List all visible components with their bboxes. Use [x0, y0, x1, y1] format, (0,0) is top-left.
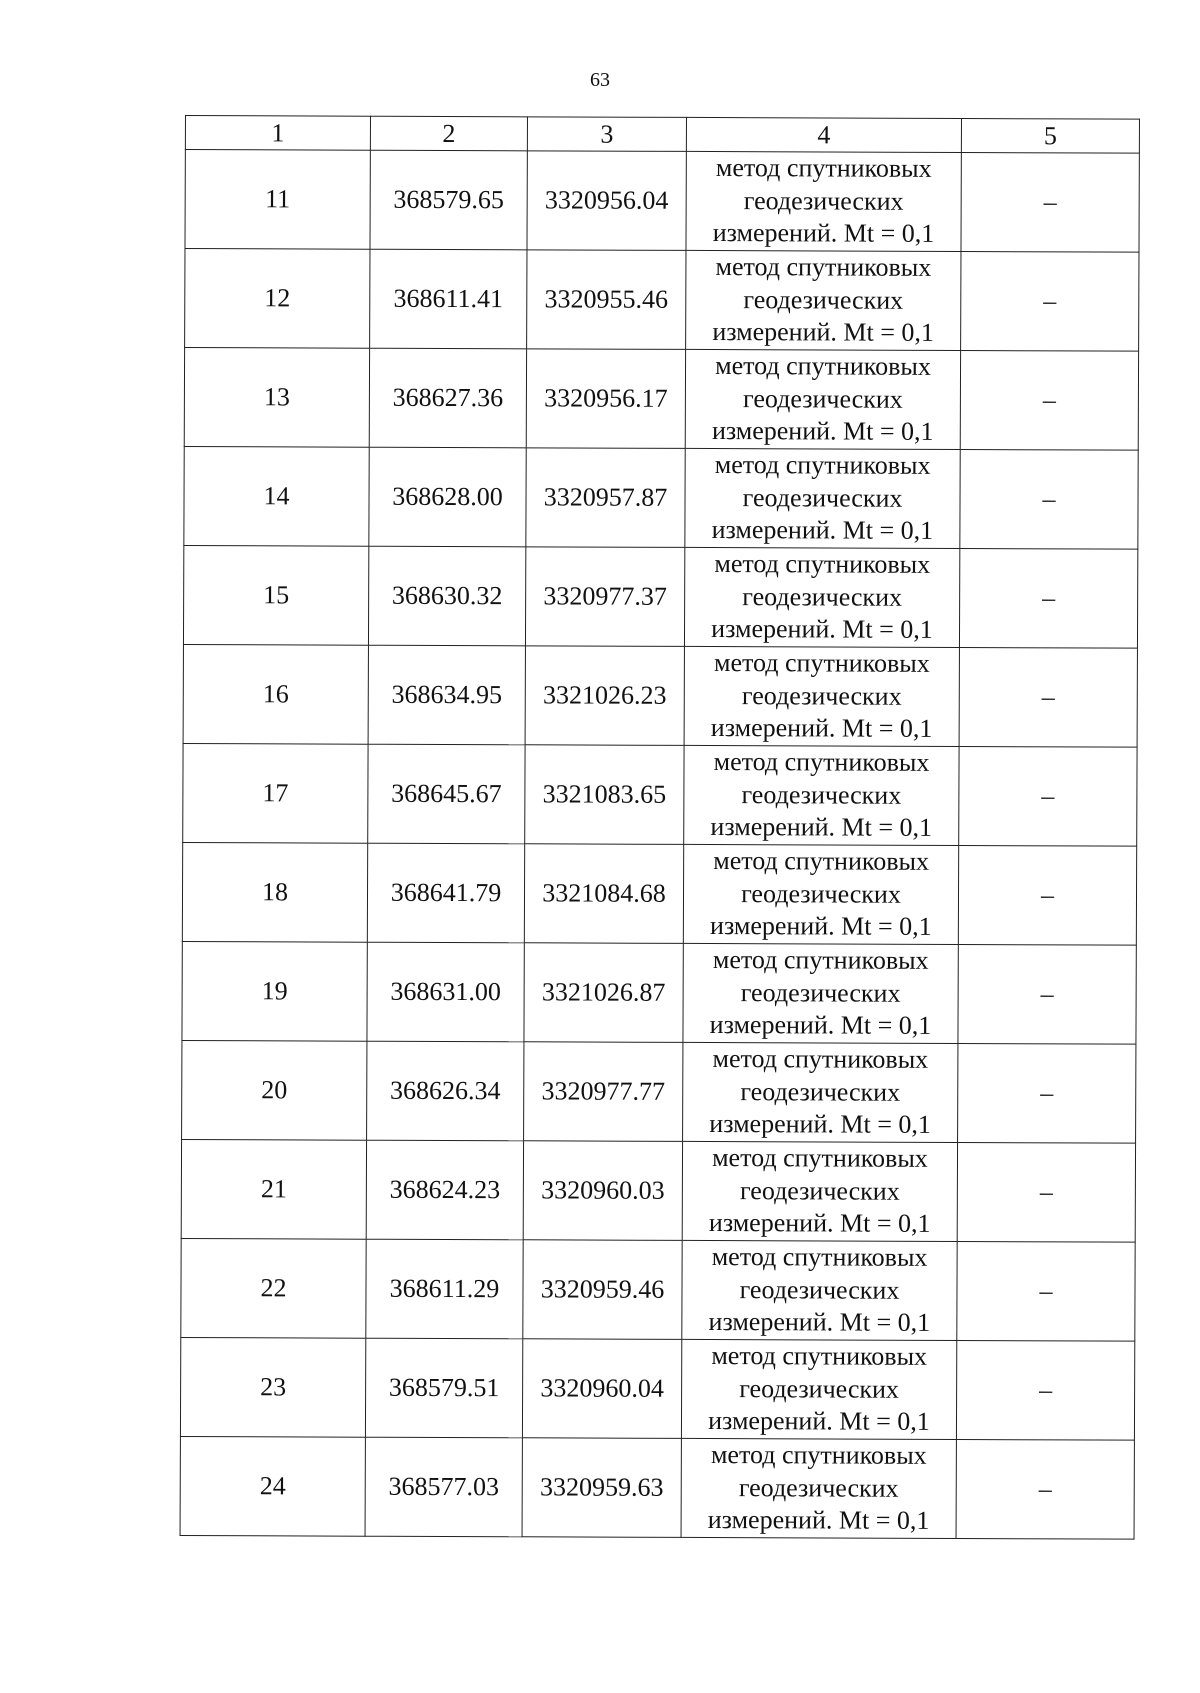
method-cell: метод спутниковых геодезических измерений. Mt = 0,1 [683, 844, 958, 944]
point-number-cell: 11 [185, 150, 370, 250]
x-coordinate-cell: 368628.00 [369, 447, 526, 547]
x-coordinate-cell: 368579.51 [365, 1338, 522, 1438]
header-cell-col-5: 5 [961, 118, 1139, 153]
table-body [180, 150, 1139, 1540]
table-row [184, 446, 1138, 549]
x-coordinate-cell: 368627.36 [369, 348, 526, 448]
note-cell: – [959, 548, 1137, 648]
note-cell: – [960, 449, 1138, 549]
method-cell: метод спутниковых геодезических измерений. Mt = 0,1 [685, 448, 960, 548]
note-cell: – [958, 944, 1136, 1044]
coordinates-table-wrapper [180, 115, 1139, 1540]
table-row [182, 941, 1136, 1044]
header-cell-col-1: 1 [185, 116, 370, 151]
method-cell: метод спутниковых геодезических измерений. Mt = 0,1 [685, 349, 960, 449]
x-coordinate-cell: 368631.00 [367, 942, 524, 1042]
table-row [183, 743, 1137, 846]
method-cell: метод спутниковых геодезических измерений. Mt = 0,1 [686, 250, 961, 350]
point-number-cell: 19 [182, 941, 367, 1041]
y-coordinate-cell: 3321026.23 [525, 646, 684, 746]
method-cell: метод спутниковых геодезических измерений. Mt = 0,1 [683, 1042, 958, 1142]
y-coordinate-cell: 3320960.04 [522, 1339, 681, 1439]
method-cell: метод спутниковых геодезических измерений. Mt = 0,1 [683, 943, 958, 1043]
y-coordinate-cell: 3320960.03 [523, 1141, 682, 1241]
method-cell: метод спутниковых геодезических измерений. Mt = 0,1 [684, 745, 959, 845]
x-coordinate-cell: 368630.32 [368, 546, 525, 646]
table-row [182, 1040, 1136, 1143]
y-coordinate-cell: 3320955.46 [527, 250, 686, 350]
note-cell: – [959, 746, 1137, 846]
point-number-cell: 18 [182, 842, 367, 942]
x-coordinate-cell: 368624.23 [366, 1140, 523, 1240]
note-cell: – [958, 845, 1136, 945]
method-cell: метод спутниковых геодезических измерений. Mt = 0,1 [684, 547, 959, 647]
method-cell: метод спутниковых геодезических измерений. Mt = 0,1 [681, 1438, 956, 1538]
point-number-cell: 13 [184, 348, 369, 448]
note-cell: – [960, 350, 1138, 450]
y-coordinate-cell: 3321084.68 [524, 844, 683, 944]
table-row [183, 545, 1137, 648]
coordinates-table [180, 115, 1140, 1540]
table-row [185, 150, 1139, 253]
x-coordinate-cell: 368611.29 [366, 1239, 523, 1339]
y-coordinate-cell: 3320977.37 [525, 547, 684, 647]
y-coordinate-cell: 3320956.17 [526, 349, 685, 449]
note-cell: – [961, 251, 1139, 351]
point-number-cell: 21 [181, 1139, 366, 1239]
point-number-cell: 20 [182, 1040, 367, 1140]
table-row [181, 1139, 1135, 1242]
header-cell-col-4: 4 [686, 117, 961, 152]
point-number-cell: 14 [184, 446, 369, 546]
note-cell: – [958, 1043, 1136, 1143]
method-cell: метод спутниковых геодезических измерений. Mt = 0,1 [681, 1339, 956, 1439]
y-coordinate-cell: 3320977.77 [524, 1042, 683, 1142]
note-cell: – [957, 1241, 1135, 1341]
method-cell: метод спутниковых геодезических измерений. Mt = 0,1 [682, 1141, 957, 1241]
table-row [184, 348, 1138, 451]
note-cell: – [961, 152, 1139, 252]
x-coordinate-cell: 368645.67 [368, 744, 525, 844]
x-coordinate-cell: 368626.34 [367, 1041, 524, 1141]
page-number: 63 [590, 69, 610, 91]
table-header [185, 116, 1139, 154]
y-coordinate-cell: 3320959.63 [522, 1438, 681, 1538]
point-number-cell: 24 [180, 1436, 365, 1536]
y-coordinate-cell: 3321083.65 [525, 745, 684, 845]
point-number-cell: 16 [183, 644, 368, 744]
note-cell: – [959, 647, 1137, 747]
x-coordinate-cell: 368641.79 [367, 843, 524, 943]
header-cell-col-3: 3 [527, 117, 686, 152]
header-row [185, 116, 1139, 154]
point-number-cell: 22 [181, 1238, 366, 1338]
y-coordinate-cell: 3320956.04 [527, 151, 686, 251]
note-cell: – [956, 1439, 1134, 1539]
point-number-cell: 15 [183, 545, 368, 645]
point-number-cell: 23 [180, 1337, 365, 1437]
table-row [181, 1238, 1135, 1341]
x-coordinate-cell: 368634.95 [368, 645, 525, 745]
note-cell: – [956, 1340, 1134, 1440]
y-coordinate-cell: 3320959.46 [523, 1240, 682, 1340]
x-coordinate-cell: 368579.65 [370, 150, 527, 250]
method-cell: метод спутниковых геодезических измерений. Mt = 0,1 [682, 1240, 957, 1340]
point-number-cell: 17 [183, 743, 368, 843]
y-coordinate-cell: 3320957.87 [526, 448, 685, 548]
y-coordinate-cell: 3321026.87 [524, 943, 683, 1043]
x-coordinate-cell: 368577.03 [365, 1437, 522, 1537]
table-row [180, 1337, 1134, 1440]
method-cell: метод спутниковых геодезических измерений. Mt = 0,1 [684, 646, 959, 746]
header-cell-col-2: 2 [370, 116, 527, 151]
point-number-cell: 12 [185, 249, 370, 349]
note-cell: – [957, 1142, 1135, 1242]
method-cell: метод спутниковых геодезических измерений. Mt = 0,1 [686, 151, 961, 251]
x-coordinate-cell: 368611.41 [370, 249, 527, 349]
table-row [182, 842, 1136, 945]
table-row [183, 644, 1137, 747]
table-row [180, 1436, 1134, 1539]
table-row [185, 249, 1139, 352]
